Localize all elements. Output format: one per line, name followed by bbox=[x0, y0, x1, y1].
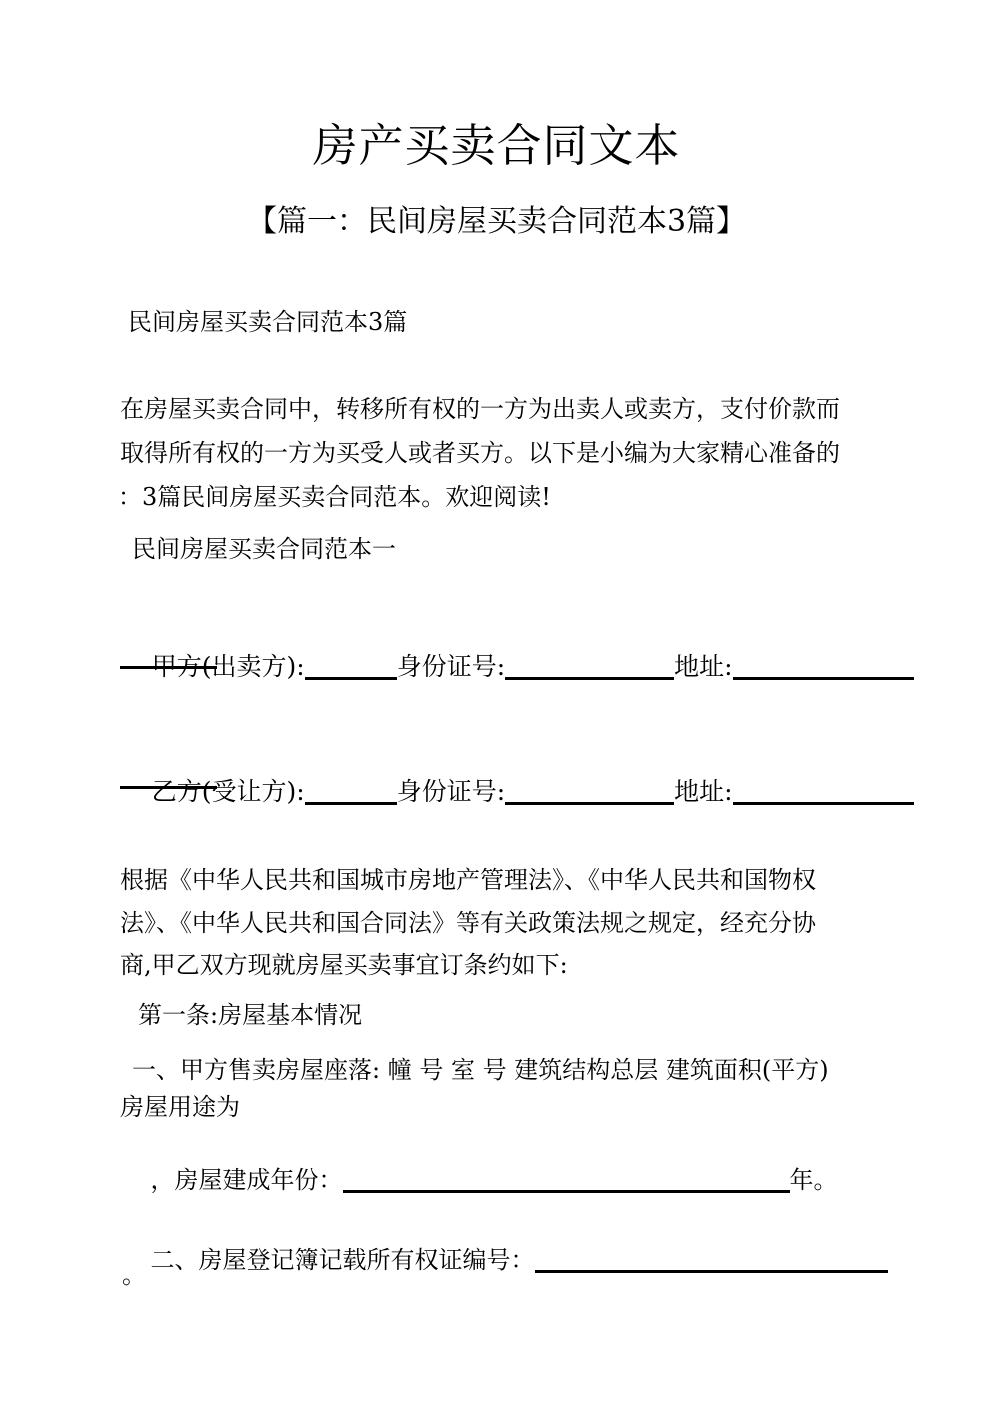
legal-basis-line-3: 商,甲乙双方现就房屋买卖事宜订条约如下: bbox=[120, 951, 568, 979]
cert-number-label: 二、房屋登记簿记载所有权证编号： bbox=[150, 1246, 535, 1274]
intro-paragraph-line-2: 取得所有权的一方为买受人或者买方。以下是小编为大家精心准备的 bbox=[120, 439, 840, 467]
party-b-name-blank bbox=[305, 777, 397, 805]
build-year-suffix: 年。 bbox=[789, 1166, 838, 1194]
legal-basis-line-1: 根据《中华人民共和国城市房地产管理法》、《中华人民共和国物权 bbox=[120, 866, 816, 894]
party-a-id-blank bbox=[505, 652, 674, 680]
party-a-line bbox=[120, 620, 914, 714]
party-a-id-label: 身份证号: bbox=[396, 652, 506, 682]
article-1-item-1-line-1: 一、甲方售卖房屋座落: 幢 号 室 号 建筑结构总层 建筑面积(平方) bbox=[132, 1056, 829, 1084]
article-1-heading: 第一条:房屋基本情况 bbox=[138, 1001, 363, 1029]
party-b-label: 乙方(受让方): bbox=[151, 777, 305, 807]
party-b-blank-continuation bbox=[120, 786, 217, 789]
sample-one-heading: 民间房屋买卖合同范本一 bbox=[132, 535, 396, 563]
build-year-blank bbox=[343, 1166, 790, 1193]
intro-paragraph-line-1: 在房屋买卖合同中，转移所有权的一方为出卖人或卖方，支付价款而 bbox=[120, 395, 840, 423]
intro-paragraph-line-3: ：3篇民间房屋买卖合同范本。欢迎阅读! bbox=[118, 483, 551, 511]
party-b-line bbox=[120, 745, 914, 839]
party-b-id-label: 身份证号: bbox=[396, 777, 506, 807]
build-year-line bbox=[120, 1135, 838, 1225]
party-b-addr-blank bbox=[733, 777, 914, 805]
document-title: 房产买卖合同文本 bbox=[312, 119, 681, 172]
section-1-heading: 【篇一：民间房屋买卖合同范本3篇】 bbox=[246, 204, 747, 239]
party-b-addr-label: 地址: bbox=[674, 777, 733, 807]
cert-number-blank bbox=[535, 1246, 888, 1273]
party-a-addr-label: 地址: bbox=[674, 652, 733, 682]
cert-number-line bbox=[120, 1215, 888, 1305]
party-a-addr-blank bbox=[733, 652, 914, 680]
sample-set-heading: 民间房屋买卖合同范本3篇 bbox=[128, 308, 408, 336]
party-a-name-blank bbox=[305, 652, 397, 680]
party-a-blank-continuation bbox=[120, 666, 217, 669]
party-a-label: 甲方(出卖方): bbox=[151, 652, 305, 682]
article-1-item-1-line-2: 房屋用途为 bbox=[120, 1093, 240, 1121]
build-year-label: ，房屋建成年份： bbox=[150, 1166, 343, 1194]
party-b-id-blank bbox=[505, 777, 674, 805]
legal-basis-line-2: 法》、《中华人民共和国合同法》等有关政策法规之规定，经充分协 bbox=[120, 909, 816, 937]
trailing-period: 。 bbox=[122, 1261, 146, 1289]
